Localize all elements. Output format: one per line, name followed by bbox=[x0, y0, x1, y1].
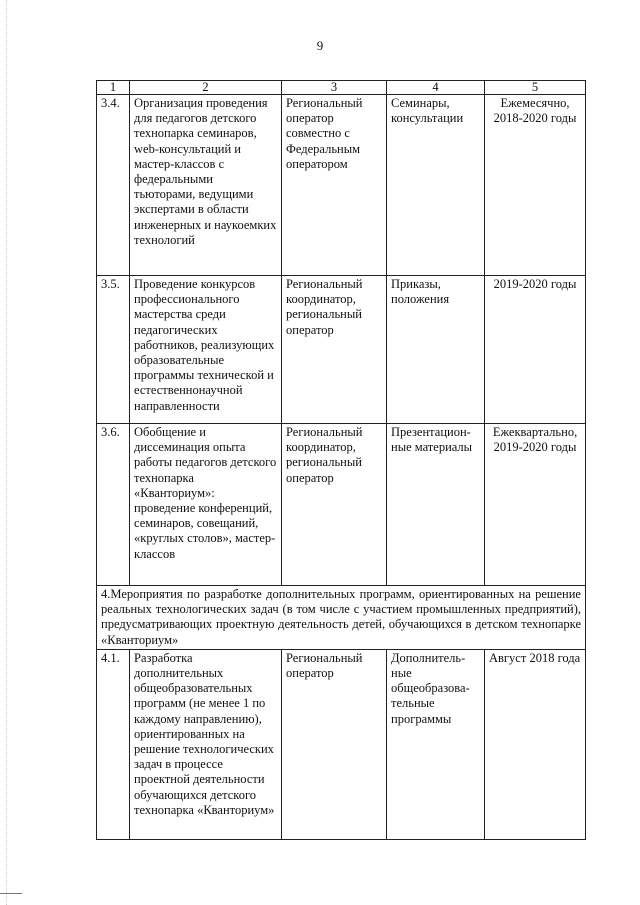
header-col-1: 1 bbox=[97, 81, 130, 95]
row-result: Дополнитель-ные общеобразова-тельные программы bbox=[387, 649, 485, 839]
section-4-title: 4.Мероприятия по разработке дополнительных программ, ориентированных на решение реальных технологических задач (в том числе с участием промышленных предприятий), предусматривающих проектную деятельность детей, обучающихся в детском технопарке «Кванториум» bbox=[97, 586, 586, 650]
table-row bbox=[97, 276, 586, 424]
table-row bbox=[97, 95, 586, 276]
header-col-3: 3 bbox=[282, 81, 387, 95]
header-col-5: 5 bbox=[485, 81, 586, 95]
row-result: Семинары, консультации bbox=[387, 95, 485, 276]
page-number: 9 bbox=[316, 38, 324, 53]
activities-table bbox=[96, 80, 586, 840]
page-edge-line bbox=[6, 0, 7, 905]
row-number: 3.5. bbox=[97, 276, 130, 424]
row-number: 3.6. bbox=[97, 424, 130, 586]
row-activity: Разработка дополнительных общеобразовательных программ (не менее 1 по каждому направлению), ориентированных на решение технологических задач в процессе проектной деятельности обучающихся детского технопарка «Кванториум» bbox=[130, 649, 282, 839]
row-responsible: Региональный координатор, региональный оператор bbox=[282, 276, 387, 424]
row-responsible: Региональный оператор bbox=[282, 649, 387, 839]
header-col-4: 4 bbox=[387, 81, 485, 95]
margin-mark bbox=[0, 893, 22, 894]
table-header-row bbox=[97, 81, 586, 95]
row-number: 3.4. bbox=[97, 95, 130, 276]
table-row bbox=[97, 424, 586, 586]
row-responsible: Региональный оператор совместно с Федеральным оператором bbox=[282, 95, 387, 276]
row-activity: Обобщение и диссеминация опыта работы педагогов детского технопарка «Кванториум»: проведение конференций, семинаров, совещаний, «круглых столов», мастер-классов bbox=[130, 424, 282, 586]
row-activity: Организация проведения для педагогов детского технопарка семинаров, web-консультаций и мастер-классов с федеральными тьюторами, ведущими экспертами в области инженерных и наукоемких технологий bbox=[130, 95, 282, 276]
row-activity: Проведение конкурсов профессионального мастерства среди педагогических работников, реализующих образовательные программы технической и естественнонаучной направленности bbox=[130, 276, 282, 424]
row-result: Презентацион-ные материалы bbox=[387, 424, 485, 586]
row-number: 4.1. bbox=[97, 649, 130, 839]
row-timing: Август 2018 года bbox=[485, 649, 586, 839]
row-responsible: Региональный координатор, региональный оператор bbox=[282, 424, 387, 586]
row-timing: 2019-2020 годы bbox=[485, 276, 586, 424]
row-result: Приказы, положения bbox=[387, 276, 485, 424]
row-timing: Ежемесячно, 2018-2020 годы bbox=[485, 95, 586, 276]
header-col-2: 2 bbox=[130, 81, 282, 95]
row-timing: Ежеквартально, 2019-2020 годы bbox=[485, 424, 586, 586]
table-row bbox=[97, 649, 586, 839]
section-row bbox=[97, 586, 586, 650]
